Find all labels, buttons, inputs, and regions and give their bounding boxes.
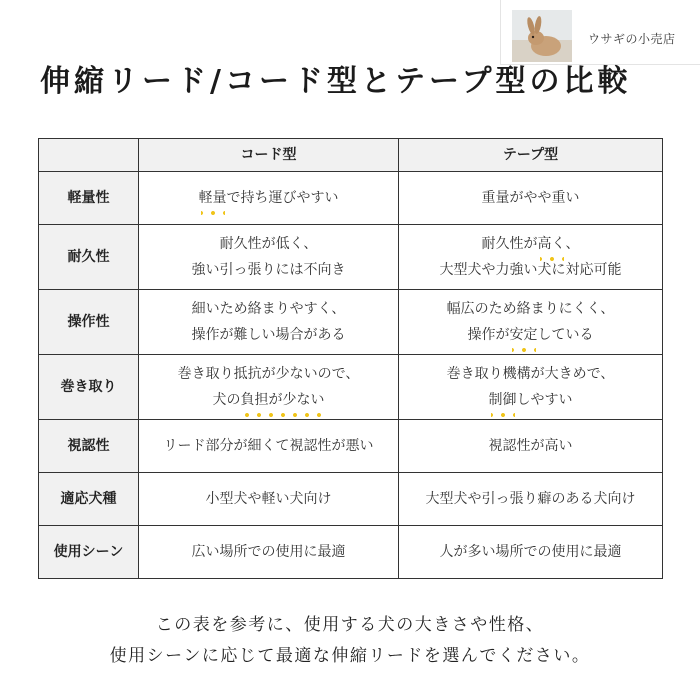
cell-line bbox=[403, 387, 658, 413]
comparison-table bbox=[38, 138, 663, 579]
highlighted-text: 制御 bbox=[489, 387, 517, 413]
cord-cell: 小型犬や軽い犬向け bbox=[139, 473, 399, 526]
header-cord-type: コード型 bbox=[139, 139, 399, 172]
tape-cell: 人が多い場所での使用に最適 bbox=[399, 526, 663, 579]
rabbit-photo bbox=[512, 10, 572, 62]
cell-text: 操作が bbox=[467, 327, 510, 343]
table-row bbox=[39, 172, 663, 225]
cell-line: 幅広のため絡まりにくく、 bbox=[446, 301, 615, 317]
highlighted-text: 安定 bbox=[510, 322, 538, 348]
cell-line: 耐久性が低く、 bbox=[219, 236, 318, 252]
tape-cell: 視認性が高い bbox=[399, 420, 663, 473]
cell-line bbox=[143, 387, 394, 413]
row-label: 適応犬種 bbox=[39, 473, 139, 526]
cell-text: している bbox=[537, 327, 594, 343]
tape-cell bbox=[399, 225, 663, 290]
footer-line: この表を参考に、使用する犬の大きさや性格、 bbox=[155, 615, 545, 635]
highlighted-text: 高く bbox=[538, 231, 566, 257]
cell-text: 犬の bbox=[212, 392, 241, 408]
cord-cell bbox=[139, 225, 399, 290]
cord-cell bbox=[139, 355, 399, 420]
cell-line: 強い引っ張りには不向き bbox=[191, 262, 346, 278]
cord-cell bbox=[139, 290, 399, 355]
tape-cell bbox=[399, 172, 663, 225]
cell-text: 、 bbox=[565, 236, 580, 252]
cell-text: 耐久性が bbox=[481, 236, 538, 252]
shop-name: ウサギの小売店 bbox=[588, 32, 676, 46]
table-row bbox=[39, 420, 663, 473]
row-label: 操作性 bbox=[39, 290, 139, 355]
tape-cell bbox=[399, 355, 663, 420]
cell-text: で持ち運びやすい bbox=[226, 190, 339, 206]
table-row bbox=[39, 473, 663, 526]
table-header-row bbox=[39, 139, 663, 172]
table-row bbox=[39, 526, 663, 579]
cord-cell: リード部分が細くて視認性が悪い bbox=[139, 420, 399, 473]
row-label: 耐久性 bbox=[39, 225, 139, 290]
footer-line: 使用シーンに応じて最適な伸縮リードを選んでください。 bbox=[109, 646, 591, 666]
row-label: 使用シーン bbox=[39, 526, 139, 579]
footer-note bbox=[0, 610, 700, 672]
table-row bbox=[39, 290, 663, 355]
cell-line: 操作が難しい場合がある bbox=[191, 327, 346, 343]
cord-cell: 広い場所での使用に最適 bbox=[139, 526, 399, 579]
cell-line: 大型犬や力強い犬に対応可能 bbox=[439, 262, 622, 278]
cell-line bbox=[403, 231, 658, 257]
cell-line: 巻き取り機構が大きめで、 bbox=[446, 366, 615, 382]
row-label: 視認性 bbox=[39, 420, 139, 473]
table-row bbox=[39, 225, 663, 290]
tape-cell: 大型犬や引っ張り癖のある犬向け bbox=[399, 473, 663, 526]
tape-cell bbox=[399, 290, 663, 355]
cord-cell bbox=[139, 172, 399, 225]
cell-line: 巻き取り抵抗が少ないので、 bbox=[177, 366, 360, 382]
table-row bbox=[39, 355, 663, 420]
cell-line: 細いため絡まりやすく、 bbox=[191, 301, 346, 317]
row-label: 巻き取り bbox=[39, 355, 139, 420]
header-tape-type: テープ型 bbox=[399, 139, 663, 172]
page-title: 伸縮リード/コード型とテープ型の比較 bbox=[40, 64, 632, 99]
cell-line bbox=[403, 322, 658, 348]
highlighted-text: 軽量 bbox=[199, 185, 227, 211]
highlighted-text: 負担が少ない bbox=[241, 387, 325, 413]
row-label: 軽量性 bbox=[39, 172, 139, 225]
header-empty bbox=[39, 139, 139, 172]
cell-text: 重量がやや重い bbox=[481, 190, 580, 206]
cell-text: しやすい bbox=[516, 392, 573, 408]
